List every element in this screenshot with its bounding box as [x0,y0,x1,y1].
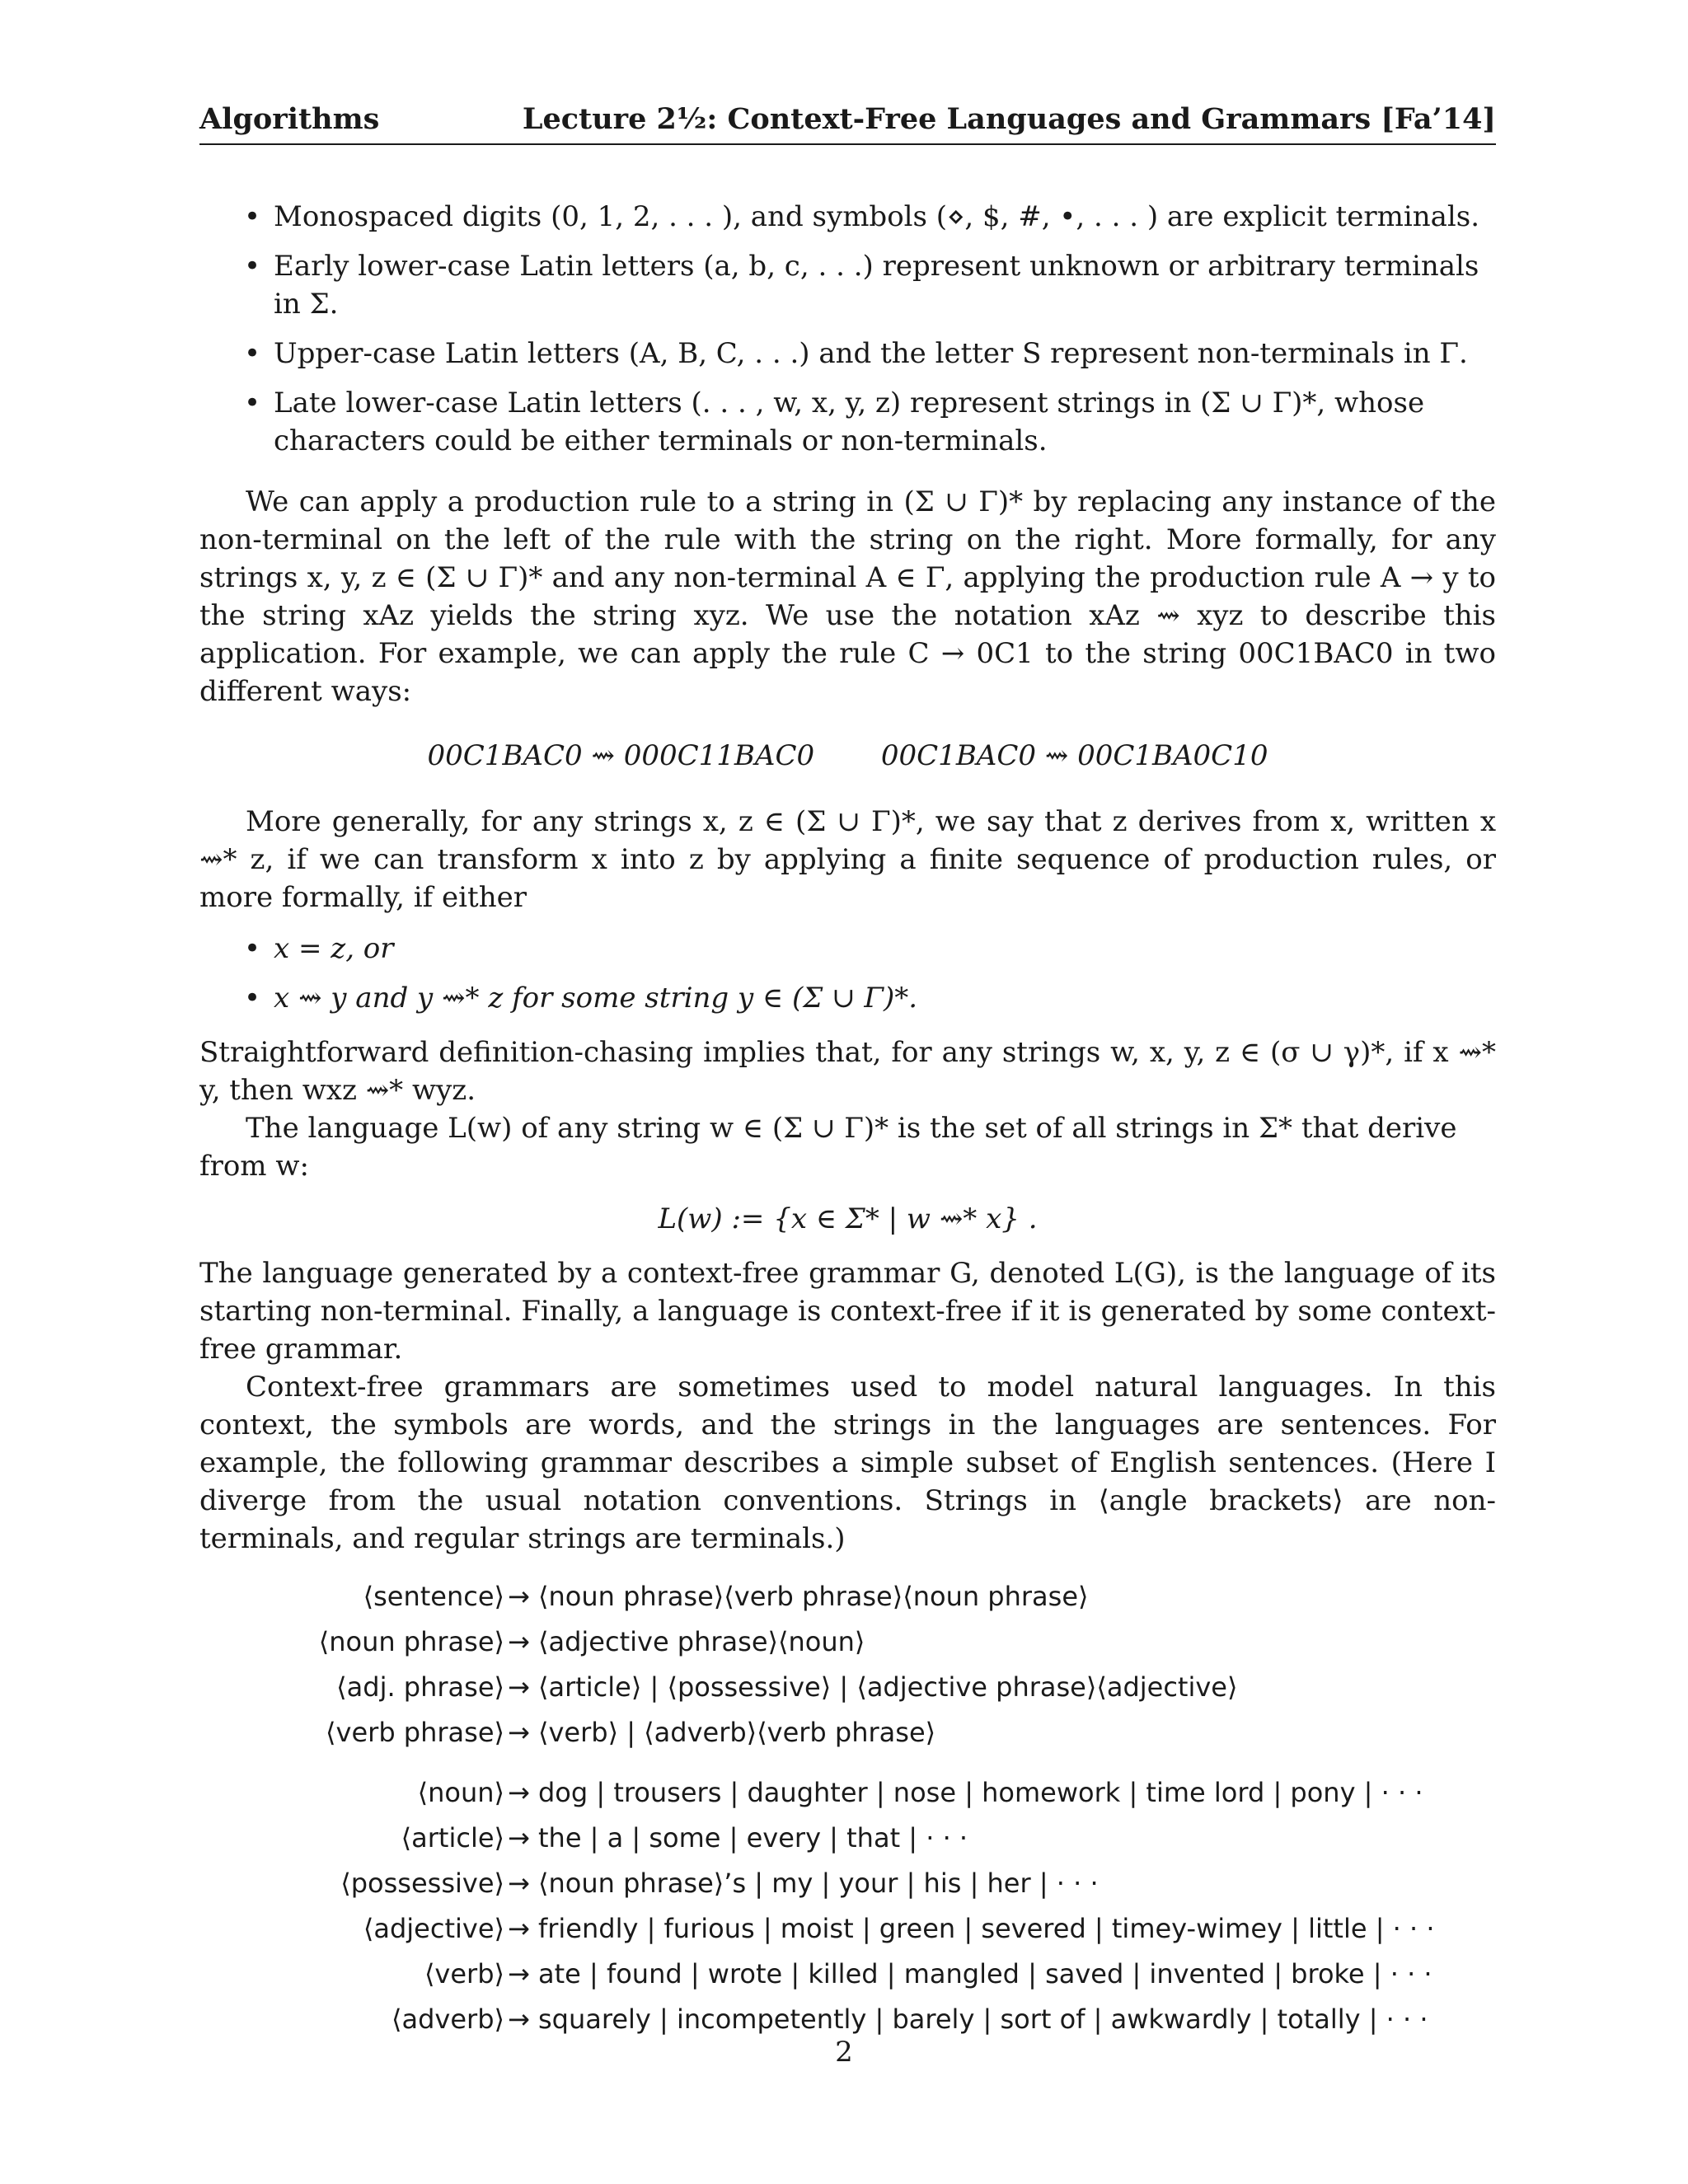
bullet-item: • Upper-case Latin letters (A, B, C, . . .) and the letter S represent non-terminals in Γ. [199,335,1496,373]
rule-lhs: ⟨verb phrase⟩ [326,1717,504,1748]
rule-rhs: → ⟨article⟩ | ⟨possessive⟩ | ⟨adjective phrase⟩⟨adjective⟩ [508,1671,1238,1703]
bullet-item: • Monospaced digits (0, 1, 2, . . . ), and symbols (⋄, $, #, •, . . . ) are explicit terminals. [199,198,1496,236]
example-derivations [199,737,1496,775]
paragraph-apply: We can apply a production rule to a string in (Σ ∪ Γ)* by replacing any instance of the non-terminal on the left of the rule with the string on the right. More formally, for any strings x, y, z ∈ (Σ ∪ Γ)* and any non-terminal A ∈ Γ, applying the production rule A → y to the string xAz yields the string xyz. We use the notation xAz ⇝ xyz to describe this application. For example, we can apply the rule C → 0C1 to the string 00C1BAC0 in two different ways: [199,485,1496,708]
running-header [199,97,1496,145]
rule-rhs: → ⟨noun phrase⟩⟨verb phrase⟩⟨noun phrase⟩ [508,1581,1089,1612]
paragraph-derives: More generally, for any strings x, z ∈ (Σ ∪ Γ)*, we say that z derives from x, written x ⇝* z, if we can transform x into z by applying a finite sequence of production rules, or more formally, if either [199,805,1496,914]
grammar-rule [199,1952,1496,1997]
grammar-rule [199,1906,1496,1952]
rule-lhs: ⟨possessive⟩ [340,1868,504,1899]
header-right: Lecture 2½: Context-Free Languages and Grammars [Fa’14] [522,102,1496,136]
paragraph-generated: The language generated by a context-free grammar G, denoted L(G), is the language of its starting non-terminal. Finally, a language is context-free if it is generated by some context-free grammar. [199,1257,1496,1366]
rule-lhs: ⟨sentence⟩ [363,1581,504,1612]
grammar-phrases [199,1574,1496,1755]
rule-lhs: ⟨verb⟩ [424,1958,504,1990]
page-number: 2 [835,2036,853,2069]
grammar-rule [199,1816,1496,1861]
bullet-item: • Late lower-case Latin letters (. . . , w, x, y, z) represent strings in (Σ ∪ Γ)*, whose characters could be either terminals or non-terminals. [199,384,1496,460]
rule-lhs: ⟨adjective⟩ [363,1913,504,1944]
rule-rhs: → ate | found | wrote | killed | mangled | saved | invented | broke | · · · [508,1958,1432,1990]
grammar-words [199,1770,1496,2042]
bullet-item: • x = z, or [199,930,1496,968]
rule-lhs: ⟨adverb⟩ [392,2004,504,2035]
rule-lhs: ⟨noun⟩ [417,1777,504,1808]
rule-rhs: → dog | trousers | daughter | nose | homework | time lord | pony | · · · [508,1777,1423,1808]
rule-rhs: → ⟨verb⟩ | ⟨adverb⟩⟨verb phrase⟩ [508,1717,936,1748]
notation-list [199,198,1496,460]
paragraph-language: The language L(w) of any string w ∈ (Σ ∪ Γ)* is the set of all strings in Σ* that derive from w: [199,1112,1457,1183]
grammar-rule [199,1619,1496,1665]
grammar-rule [199,1861,1496,1906]
bullet-item: • Early lower-case Latin letters (a, b, c, . . .) represent unknown or arbitrary terminals in Σ. [199,247,1496,323]
rule-rhs: → friendly | furious | moist | green | severed | timey-wimey | little | · · · [508,1913,1435,1944]
formula-language: L(w) := {x ∈ Σ* | w ⇝* x} . [658,1202,1038,1235]
example-way-2: 00C1BAC0 ⇝ 00C1BA0C10 [880,739,1268,772]
rule-lhs: ⟨adj. phrase⟩ [336,1671,504,1703]
grammar-rule [199,1665,1496,1710]
grammar-rule [199,1710,1496,1755]
bullet-item: • x ⇝ y and y ⇝* z for some string y ∈ (Σ ∪ Γ)*. [199,979,1496,1017]
rule-lhs: ⟨noun phrase⟩ [318,1626,504,1657]
header-left: Algorithms [199,102,380,136]
rule-rhs: → the | a | some | every | that | · · · [508,1822,968,1854]
paragraph-natural: Context-free grammars are sometimes used to model natural languages. In this context, the symbols are words, and the strings in the languages are sentences. For example, the following grammar describes a simple subset of English sentences. (Here I diverge from the usual notation conventions. Strings in ⟨angle brackets⟩ are non-terminals, and regular strings are terminals.) [199,1371,1496,1555]
example-way-1: 00C1BAC0 ⇝ 000C11BAC0 [427,739,815,772]
page-body [199,198,1496,2042]
rule-rhs: → ⟨noun phrase⟩’s | my | your | his | her | · · · [508,1868,1099,1899]
paragraph-chasing: Straightforward definition-chasing implies that, for any strings w, x, y, z ∈ (σ ∪ γ)*, if x ⇝* y, then wxz ⇝* wyz. [199,1036,1496,1107]
derivation-cases [199,930,1496,1017]
rule-lhs: ⟨article⟩ [401,1822,504,1854]
rule-rhs: → ⟨adjective phrase⟩⟨noun⟩ [508,1626,865,1657]
grammar-rule [199,1770,1496,1816]
grammar-rule [199,1574,1496,1619]
rule-rhs: → squarely | incompetently | barely | sort of | awkwardly | totally | · · · [508,2004,1428,2035]
